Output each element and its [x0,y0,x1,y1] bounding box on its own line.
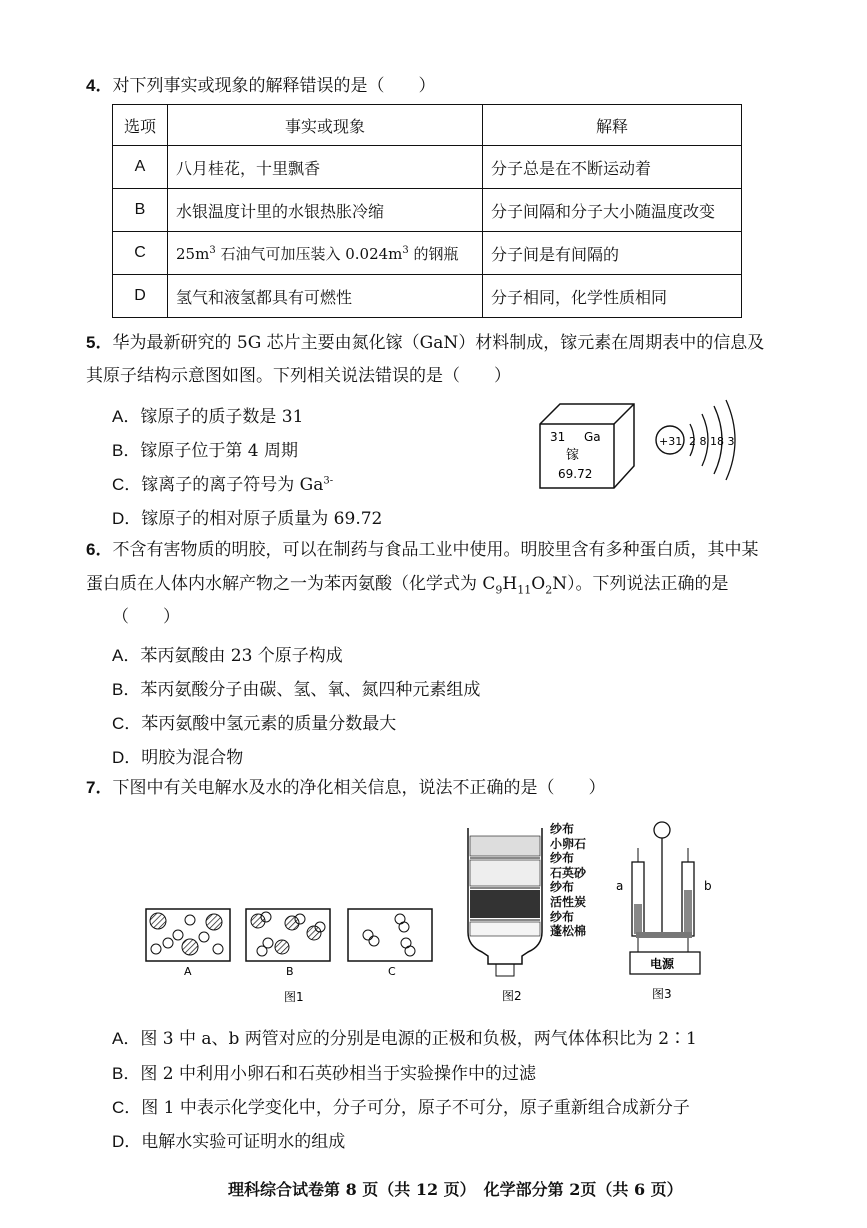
row-option: A [113,146,168,189]
molecule [369,936,379,946]
molecule [151,944,161,954]
question-text: 下图中有关电解水及水的净化相关信息，说法不正确的是（ ） [112,778,606,798]
option-c [112,470,333,495]
molecule [163,938,173,948]
option-a [112,1024,697,1049]
cotton-layer [470,922,540,936]
option-letter: C． [112,475,142,494]
nucleus-charge: +31 [659,435,683,448]
fact-part: 石油气可加压装入 0.024m [215,244,403,263]
option-b [112,436,298,461]
header-fact: 事实或现象 [168,105,483,146]
molecule [213,944,223,954]
header-explanation: 解释 [483,105,742,146]
shell-electrons: 2 8 18 3 [689,435,735,448]
question-5-stem-line2: 其原子结构示意图如图。下列相关说法错误的是（ ） [86,366,511,386]
layer-label: 纱布 [550,909,575,924]
cell-edge [614,404,634,424]
option-text: 电解水实验可证明水的组成 [141,1132,346,1152]
option-letter: D． [112,748,142,767]
element-name: 镓 [566,448,580,463]
question-text: 华为最新研究的 5G 芯片主要由氮化镓（GaN）材料制成，镓元素在周期表中的信息及 [112,333,765,353]
formula-part: N [552,574,568,594]
row-explanation: 分子总是在不断运动着 [483,146,742,189]
molecule [185,915,195,925]
question-text: 不含有害物质的明胶，可以在制药与食品工业中使用。明胶里含有多种蛋白质，其中某 [112,540,759,560]
panel-label: A [184,965,192,978]
element-symbol: Ga [584,430,601,444]
row-explanation: 分子间隔和分子大小随温度改变 [483,189,742,232]
option-letter: D． [112,509,142,528]
header-option: 选项 [113,105,168,146]
option-text: 镓原子的质子数是 31 [140,407,304,427]
molecule [399,922,409,932]
question-6-stem [86,540,758,560]
activated-carbon-layer [470,890,540,918]
question-number: 5． [86,333,113,352]
atom-structure-figure [652,398,742,484]
table-row [113,232,742,275]
question-number: 6． [86,540,113,559]
molecule [206,914,222,930]
filter-layer-labels [550,822,586,939]
option-text: 苯丙氨酸中氢元素的质量分数最大 [141,714,397,734]
panel-c-box [348,909,432,961]
option-d [112,504,382,529]
quartz-sand-layer [470,860,540,886]
figure-caption: 图1 [284,990,304,1004]
option-text: 镓原子位于第 4 周期 [140,441,298,461]
tube-a-label: a [616,879,624,893]
question-text: 蛋白质在人体内水解产物之一为苯丙氨酸（化学式为 C [86,574,496,594]
option-a [112,402,303,427]
subscript: 2 [545,583,553,597]
table-row [113,275,742,318]
molecule [150,913,166,929]
layer-label: 纱布 [550,880,575,895]
option-text: 图 3 中 a、b 两管对应的分别是电源的正极和负极，两气体体积比为 2∶1 [140,1029,697,1049]
funnel-bulb [654,822,670,838]
row-option: B [113,189,168,232]
question-6-answer-blank: （ ） [112,607,180,627]
row-explanation: 分子间是有间隔的 [483,232,742,275]
subscript: 9 [495,583,503,597]
ion-charge: 3- [323,475,334,487]
layer-label: 石英砂 [550,865,587,880]
option-letter: B． [112,1064,141,1083]
option-letter: A． [112,646,141,665]
element-cell-figure [538,400,638,492]
power-supply-label: 电源 [650,957,675,971]
fact-part: 25m [176,244,210,263]
fact-part: 的钢瓶 [408,244,459,263]
option-d [112,1127,345,1152]
layer-label: 蓬松棉 [550,924,587,939]
option-letter: B． [112,680,141,699]
question-5-stem [86,333,764,353]
water-level-b [684,890,692,934]
panel-label: B [286,965,294,978]
layer-label: 纱布 [550,822,575,836]
question-text: 对下列事实或现象的解释错误的是（ ） [112,76,436,96]
option-text: 明胶为混合物 [141,748,244,768]
row-option: D [113,275,168,318]
option-letter: A． [112,1029,141,1048]
question-7-stem [86,778,605,798]
molecule [173,930,183,940]
molecule [275,940,289,954]
layer-label: 活性炭 [550,894,587,909]
layer-label: 纱布 [550,851,575,866]
question-4-stem [86,76,435,96]
formula-part: O [531,574,546,594]
table-row [113,146,742,189]
page-footer: 理科综合试卷第 8 页（共 12 页） 化学部分第 2页（共 6 页） [228,1180,683,1199]
molecule [405,946,415,956]
superscript: 3 [209,244,216,256]
figure-caption: 图3 [652,987,672,1001]
option-text: 苯丙氨酸分子由碳、氢、氧、氮四种元素组成 [140,680,481,700]
molecule [307,926,321,940]
option-letter: D． [112,1132,142,1151]
option-text: 镓原子的相对原子质量为 69.72 [141,509,383,529]
option-c [112,1093,690,1118]
molecule [182,939,198,955]
option-d [112,743,243,768]
option-b [112,1059,536,1084]
molecule [363,930,373,940]
option-a [112,641,343,666]
row-fact: 氢气和液氢都具有可燃性 [168,275,483,318]
question-6-stem-line2 [86,574,729,597]
molecule [199,932,209,942]
option-letter: A． [112,407,141,426]
atomic-mass: 69.72 [558,467,593,481]
option-b [112,675,480,700]
option-text: 苯丙氨酸由 23 个原子构成 [140,646,343,666]
option-c [112,709,396,734]
question-text: ）。下列说法正确的是 [567,574,729,594]
option-letter: C． [112,1098,142,1117]
explanation-table [112,104,742,318]
option-text: 镓离子的离子符号为 Ga [141,475,324,495]
panel-label: C [388,965,396,978]
figure-3-electrolysis [612,820,722,1005]
atomic-number: 31 [550,430,566,444]
figure-caption: 图2 [502,989,522,1003]
question-number: 7． [86,778,113,797]
layer-label: 小卵石 [550,836,587,851]
table-row [113,189,742,232]
formula-part: H [502,574,518,594]
subscript: 11 [517,583,532,597]
row-fact: 水银温度计里的水银热胀冷缩 [168,189,483,232]
molecule [257,946,267,956]
connecting-tube [636,932,692,938]
pebble-layer [470,836,540,856]
figure-1-molecules [142,905,442,1005]
row-option: C [113,232,168,275]
superscript: 3 [402,244,409,256]
row-explanation: 分子相同，化学性质相同 [483,275,742,318]
option-letter: C． [112,714,142,733]
water-level-a [634,904,642,934]
tube-b-label: b [704,879,712,893]
row-fact: 八月桂花，十里飘香 [168,146,483,189]
option-text: 图 2 中利用小卵石和石英砂相当于实验操作中的过滤 [140,1064,536,1084]
table-header-row [113,105,742,146]
option-text: 图 1 中表示化学变化中，分子可分，原子不可分，原子重新组合成新分子 [141,1098,690,1118]
row-fact [168,232,483,275]
question-number: 4． [86,76,113,95]
option-letter: B． [112,441,141,460]
outlet-nozzle [496,964,514,976]
